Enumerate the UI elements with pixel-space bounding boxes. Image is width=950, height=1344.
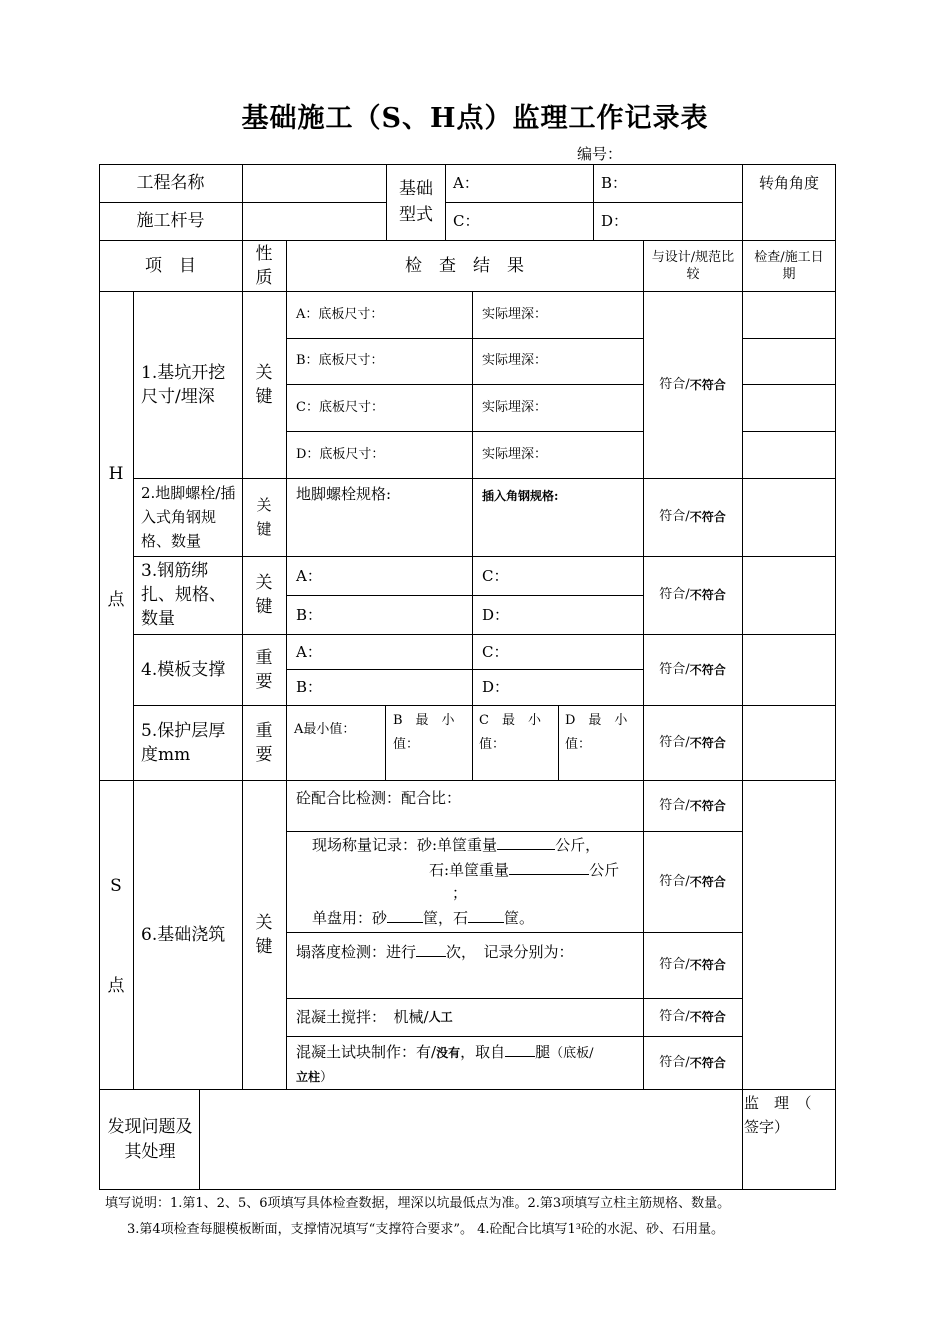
item-6-mixing: 混凝土搅拌： 机械/ 人工 <box>296 1008 453 1026</box>
item-3-verdict[interactable]: 符合/ 不符合 <box>659 587 726 602</box>
item-1-c-depth: 实际埋深： <box>482 399 548 415</box>
batch-usage-line: 单盘用：砂 筐，石 筐。 <box>312 906 534 931</box>
item-5-nature: 重要 <box>255 720 273 765</box>
item-3-a: A： <box>296 566 322 585</box>
note-line-1: 填写说明：1.第1、2、5、6项填写具体检查数据，埋深以坑最低点为准。2.第3项填写立柱主筋规格、数量。 <box>105 1196 731 1211</box>
issue-label: 发现问题及其处理 <box>107 1116 193 1162</box>
project-name-field[interactable] <box>242 164 386 202</box>
item-6-nature: 关键 <box>255 912 273 957</box>
item-3-b: B： <box>296 605 323 624</box>
item-6-label: 6.基础浇筑 <box>141 924 226 945</box>
col-compare: 与设计/规范比较 <box>651 249 735 282</box>
item-6-test-block: 混凝土试块制作：有/没有，取自 腿（底板/ 立柱） <box>296 1040 641 1088</box>
item-5-b-min: B 最 小值： <box>393 713 455 752</box>
supervisor-sign[interactable]: 监 理 （ 签字） <box>744 1094 827 1136</box>
item-4-label: 4.模板支撑 <box>141 659 226 680</box>
item-1-nature: 关键 <box>255 362 273 407</box>
stone-weight-line: 石:单筐重量 公斤 <box>429 858 619 883</box>
item-2-verdict[interactable]: 符合/ 不符合 <box>659 509 726 524</box>
s-point-bottom: 点 <box>107 976 125 996</box>
code-label: 编号： <box>577 145 623 163</box>
col-nature <box>242 240 286 291</box>
item-1-a-depth: 实际埋深： <box>482 306 548 322</box>
item-3-d: D： <box>482 605 510 624</box>
item-6-weighing-record <box>286 831 643 932</box>
col-date: 检查/施工日 期 <box>754 249 837 282</box>
col-item: 项 目 <box>145 255 196 276</box>
h-point-top: H <box>108 464 124 484</box>
item-4-c: C： <box>482 642 509 661</box>
item-4-nature: 重要 <box>255 647 273 692</box>
slot-c: C： <box>453 212 480 230</box>
slot-b: B： <box>601 174 628 192</box>
h-point-bottom: 点 <box>107 590 125 610</box>
item-1-label: 1.基坑开挖尺寸/埋深 <box>141 362 226 407</box>
turn-angle-label: 转角角度 <box>758 174 819 192</box>
item-6-mix-verdict[interactable]: 符合/ 不符合 <box>659 797 726 813</box>
pole-no-field[interactable] <box>242 202 386 240</box>
col-nature-2: 质 <box>255 267 273 288</box>
item-2-angle-spec: 插入角钢规格: <box>482 489 559 503</box>
s-point-top: S <box>110 876 122 896</box>
item-4-b: B： <box>296 678 323 696</box>
item-5-a-min: A最小值： <box>294 722 356 737</box>
item-3-nature: 关键 <box>255 573 273 617</box>
project-name-label: 工程名称 <box>136 173 205 193</box>
semicolon: ； <box>452 884 468 902</box>
item-1-c-size: C：底板尺寸： <box>296 399 384 415</box>
item-6-mixing-verdict[interactable]: 符合/ 不符合 <box>659 1009 726 1024</box>
item-5-d-min: D 最 小值： <box>565 713 628 752</box>
slot-d: D： <box>601 212 629 230</box>
col-result: 检 查 结 果 <box>405 255 524 276</box>
item-1-d-depth: 实际埋深： <box>482 446 548 462</box>
item-4-a: A： <box>296 642 322 661</box>
item-4-d: D： <box>482 678 510 696</box>
item-1-b-depth: 实际埋深： <box>482 353 548 368</box>
note-line-2: 3.第4项检查每腿模板断面，支撑情况填写“支撑符合要求”。 4.砼配合比填写1³砼的水泥、砂、石用量。 <box>127 1222 724 1237</box>
record-table <box>99 164 836 1190</box>
pole-no-label: 施工杆号 <box>136 211 205 231</box>
item-3-c: C： <box>482 566 509 585</box>
page-title: 基础施工（S、H点）监理工作记录表 <box>241 103 709 134</box>
issue-field[interactable] <box>199 1089 742 1190</box>
item-5-c-min: C 最 小值： <box>479 713 541 752</box>
col-nature-1: 性 <box>255 243 273 264</box>
item-1-verdict[interactable]: 符合/ 不符合 <box>659 376 726 392</box>
item-2-bolt-spec: 地脚螺栓规格: <box>296 485 392 503</box>
item-6-mix-ratio: 砼配合比检测：配合比： <box>296 789 462 807</box>
item-5-label: 5.保护层厚度mm <box>141 720 226 765</box>
item-6-slump-test: 塌落度检测：进行 次， 记录分别为： <box>286 932 643 998</box>
item-1-d-size: D：底板尺寸： <box>296 446 385 462</box>
item-6-weigh-verdict[interactable]: 符合/ 不符合 <box>659 873 726 889</box>
item-4-verdict[interactable]: 符合/ 不符合 <box>659 661 726 677</box>
item-2-label: 2.地脚螺栓/插入式角钢规格、数量 <box>141 484 236 550</box>
item-3-label: 3.钢筋绑扎、规格、数量 <box>141 561 226 629</box>
foundation-type-label: 基础型式 <box>399 179 433 225</box>
item-1-b-size: B：底板尺寸： <box>296 353 384 368</box>
item-1-a-size: A：底板尺寸： <box>296 306 384 322</box>
item-6-block-verdict[interactable]: 符合/ 不符合 <box>659 1054 726 1070</box>
slot-a: A： <box>453 174 479 192</box>
item-2-nature: 关键 <box>256 496 272 538</box>
sand-weight-line: 现场称量记录：砂:单筐重量 公斤， <box>312 833 600 858</box>
item-5-verdict[interactable]: 符合/ 不符合 <box>659 734 726 750</box>
item-6-slump-verdict[interactable]: 符合/ 不符合 <box>659 957 726 972</box>
